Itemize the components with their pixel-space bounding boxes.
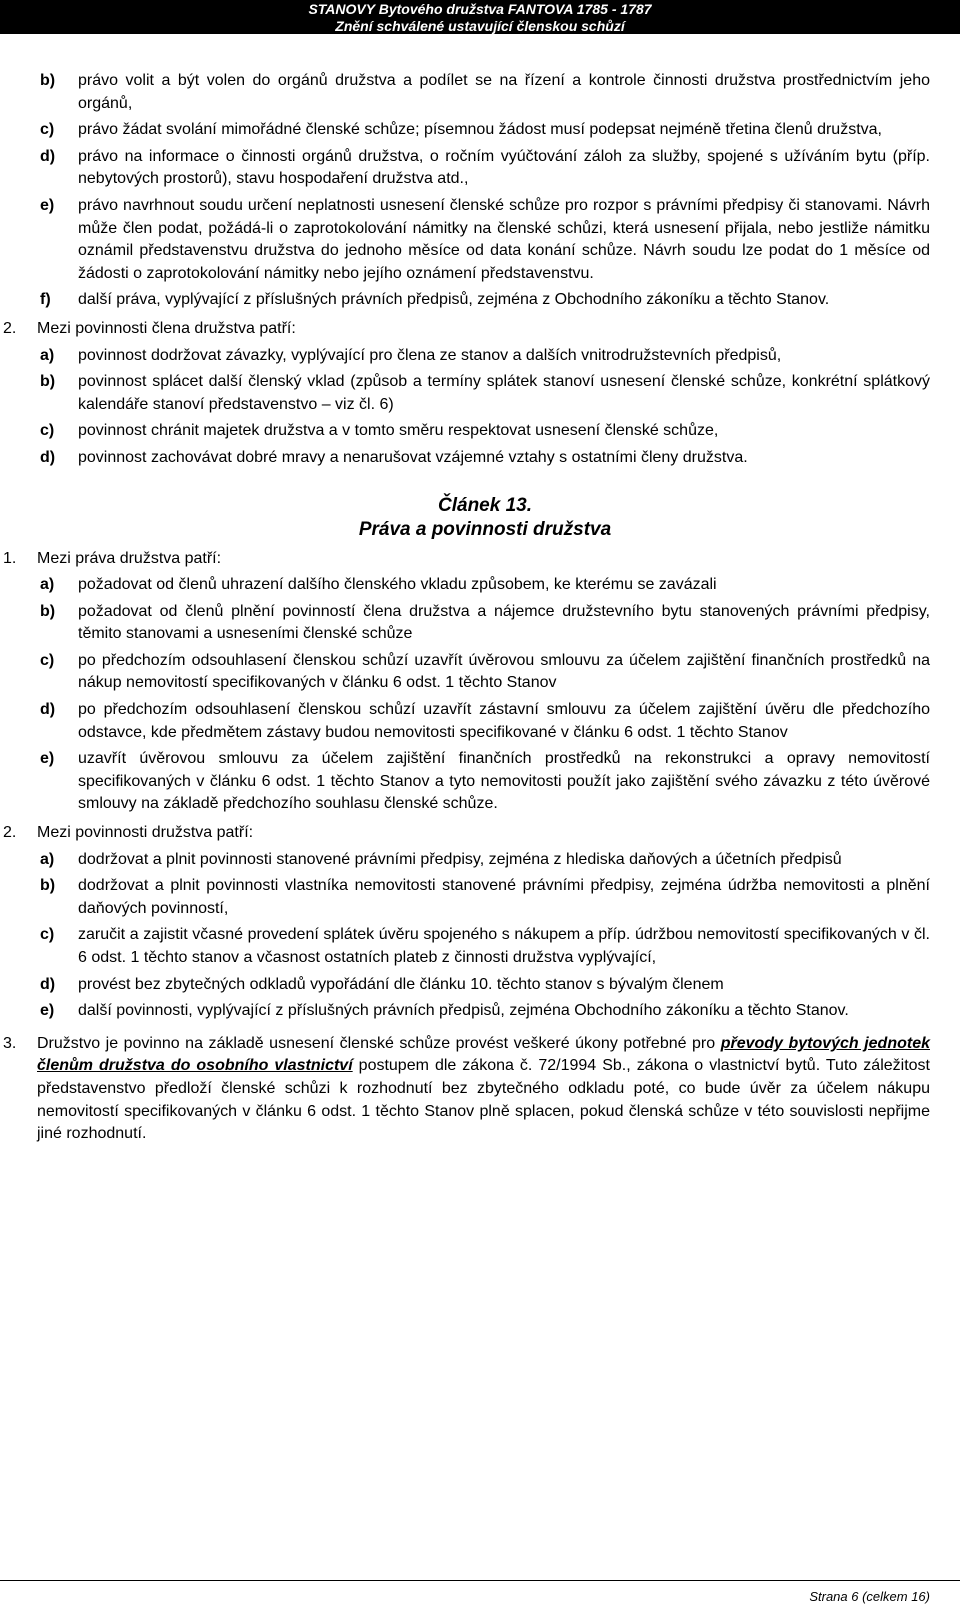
paragraph-text-end: postupem dle zákona č. 72/1994 Sb., zákona o vlastnictví bytů. Tuto záležitost představenstvo předloží členské schůzi k rozhodnutí bez zbytečného odkladu poté, co bude úvěr za účelem nákupu nemovitostí specifikovaných v článku 6 odst. 1 těchto Stanov plně splacen, pokud členská schůze v této souvislosti nepřijme jiné rozhodnutí. [37,1057,930,1143]
article13-paragraph-1 [3,548,930,571]
article-heading [40,494,930,542]
paragraph-text: Mezi práva družstva patří: [37,549,222,567]
list-item [40,974,930,997]
list-item-label: a) [40,576,55,594]
list-item [40,875,930,920]
list-item-text: po předchozím odsouhlasení členskou schůzí uzavřít zástavní smlouvu za účelem zajištění úvěru dle předchozího odstavce, kde předmětem zástavy budou nemovitosti specifikované v článku 6 odst. 1 těchto Stanov [78,701,930,741]
list-item-text: další povinnosti, vyplývající z příslušných právních předpisů, zejména Obchodního zákoníku a těchto Stanov. [78,1002,849,1020]
list-item-text: právo žádat svolání mimořádné členské schůze; písemnou žádost musí podepsat nejméně třetina členů družstva, [78,121,882,139]
page-number: Strana 6 (celkem 16) [809,1589,930,1604]
paragraph-number: 2. [3,824,17,842]
footer-divider [0,1580,960,1581]
article-title: Článek 13. [438,494,532,516]
paragraph-text: Mezi povinnosti člena družstva patří: [37,319,296,337]
list-item-label: d) [40,701,56,719]
list-item-text: právo na informace o činnosti orgánů družstva, o ročním vyúčtování záloh za služby, spojené s užíváním bytu (příp. nebytových prostorů), stavu hospodaření družstva atd., [78,147,930,188]
list-item [40,1000,930,1023]
header-title: STANOVY Bytového družstva FANTOVA 1785 - 1787 [308,1,652,17]
list-item [40,748,930,816]
list-item-text: dodržovat a plnit povinnosti vlastníka nemovitosti stanovené právními předpisy, zejména údržba nemovitosti a plnění daňových povinností, [78,877,930,917]
paragraph-number: 1. [3,549,17,567]
list-item [40,574,930,597]
list-item [40,289,930,312]
list-item-label: d) [40,975,56,993]
list-item-label: a) [40,850,55,868]
list-item [40,195,930,285]
article13-paragraph-2 [3,822,930,845]
list-item [40,371,930,416]
paragraph-number: 3. [3,1034,17,1052]
list-item-label: b) [40,373,56,391]
list-item-text: povinnost dodržovat závazky, vyplývající pro člena ze stanov a dalších vnitrodružstevních předpisů, [78,346,782,364]
list-item [40,146,930,191]
article12-duties-list [40,345,930,470]
list-item-text: provést bez zbytečných odkladů vypořádání dle článku 10. těchto stanov s bývalým členem [78,975,724,993]
list-item-text: právo volit a být volen do orgánů družstva a podílet se na řízení a kontrole činnosti družstva prostřednictvím jeho orgánů, [78,72,930,112]
paragraph-text: Mezi povinnosti družstva patří: [37,824,254,842]
list-item-label: d) [40,147,56,165]
list-item [40,699,930,744]
list-item-label: d) [40,448,56,466]
list-item-text: po předchozím odsouhlasení členskou schůzí uzavřít úvěrovou smlouvu za účelem zajištění finančních prostředků na nákup nemovitostí specifikovaných v článku 6 odst. 1 těchto Stanov [78,651,930,692]
list-item-text: povinnost splácet další členský vklad (způsob a termíny splátek stanoví usnesení členské schůze, konkrétní splátkový kalendáře stanoví představenstvo – viz čl. 6) [78,373,930,413]
list-item-text: požadovat od členů uhrazení dalšího členského vkladu způsobem, ke kterému se zavázali [78,576,717,594]
list-item-label: e) [40,750,55,768]
list-item-label: b) [40,72,56,89]
article-subtitle: Práva a povinnosti družstva [358,518,612,540]
list-item-text: požadovat od členů plnění povinností člena družstva a nájemce družstevního bytu stanovených právními předpisy, těmito stanovami a usneseními členské schůze [78,602,930,643]
list-item [40,70,930,115]
list-item [40,345,930,368]
list-item-label: b) [40,877,56,895]
list-item [40,601,930,646]
list-item [40,420,930,443]
list-item-label: c) [40,651,55,669]
list-item-text: povinnost zachovávat dobré mravy a nenarušovat vzájemné vztahy s ostatními členy družstva. [78,448,748,466]
list-item-text: další práva, vyplývající z příslušných právních předpisů, zejména z Obchodního zákoníku a těchto Stanov. [78,291,830,309]
paragraph-emphasis: převody bytových jednotek členům družstva do osobního vlastnictví [37,1034,930,1075]
list-item-label: b) [40,602,56,620]
article13-rights-list [40,574,930,816]
list-item-text: uzavřít úvěrovou smlouvu za účelem zajištění finančních prostředků na rekonstrukci a opravy nemovitostí specifikovaných v článku 6 odst. 1 těchto Stanov a tyto nemovitosti použít jako zajištění svého závazku z této úvěrové smlouvy na základě předchozího souhlasu členské schůze. [78,750,930,813]
list-item-label: a) [40,346,55,364]
list-item-text: právo navrhnout soudu určení neplatnosti usnesení členské schůze pro rozpor s právními předpisy či stanovami. Návrh může člen podat, požádá-li o zaprotokolování námitky na členské schůzi, která usnesení přijala, nebo jestliže námitku oznámil představenstvu družstva do jednoho měsíce od data konání schůze. Návrh soudu lze podat do 1 měsíce od žádosti o zaprotokolování námitky nebo jejího oznámení představenstvu. [78,196,930,282]
list-item [40,849,930,872]
list-item-label: e) [40,1002,55,1020]
document-header [0,0,960,34]
list-item-text: zaručit a zajistit včasné provedení splátek úvěru spojeného s nákupem a příp. údržbou nemovitostí specifikovaných v čl. 6 odst. 1 těchto stanov a včasnost ostatních plateb z činnosti družstva vyplývající, [78,926,930,966]
list-item-label: c) [40,121,55,139]
list-item-label: c) [40,926,55,944]
list-item-label: f) [40,291,51,309]
header-subtitle: Znění schválené ustavující členskou schůzí [335,18,625,34]
list-item [40,119,930,142]
list-item [40,650,930,695]
paragraph-text-start: Družstvo je povinno na základě usnesení členské schůze provést veškeré úkony potřebné pro [37,1034,721,1052]
document-body [3,70,930,1150]
article12-paragraph-2 [3,318,930,341]
paragraph-number: 2. [3,319,17,337]
article13-duties-list [40,849,930,1023]
list-item-label: c) [40,422,55,440]
list-item-text: povinnost chránit majetek družstva a v tomto směru respektovat usnesení členské schůze, [78,422,719,440]
list-item-label: e) [40,196,55,214]
article12-rights-list [40,70,930,312]
list-item [40,924,930,969]
list-item-text: dodržovat a plnit povinnosti stanovené právními předpisy, zejména z hlediska daňových a účetních předpisů [78,850,842,868]
list-item [40,447,930,470]
article13-paragraph-3 [3,1033,930,1146]
